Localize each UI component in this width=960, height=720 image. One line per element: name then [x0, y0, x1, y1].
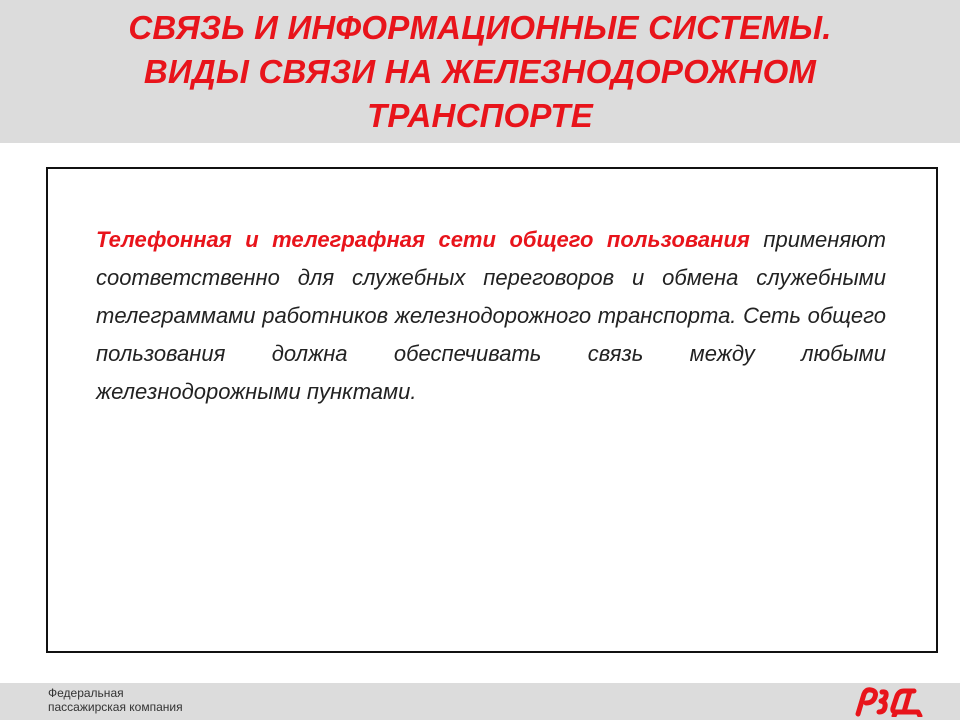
body-lead-text: Телефонная и телеграфная сети общего пользования [96, 227, 750, 252]
content-box [46, 167, 938, 653]
slide-title-line-2: ВИДЫ СВЯЗИ НА ЖЕЛЕЗНОДОРОЖНОМ [143, 53, 817, 90]
footer-company-name [48, 686, 183, 714]
slide-title-line-1: СВЯЗЬ И ИНФОРМАЦИОННЫЕ СИСТЕМЫ. [128, 9, 832, 46]
body-paragraph [96, 221, 886, 411]
slide-title-line-3: ТРАНСПОРТЕ [367, 97, 593, 134]
rzd-logo-icon [852, 685, 928, 717]
body-rest-text: применяют соответственно для служебных переговоров и обмена служебными телеграммами работников железнодорожного транспорта. Сеть общего пользования должна обеспечивать связь между любыми железнодорожными пунктами. [96, 227, 886, 404]
footer-company-line-1: Федеральная [48, 686, 124, 700]
footer-company-line-2: пассажирская компания [48, 700, 183, 714]
slide-title [40, 6, 920, 138]
